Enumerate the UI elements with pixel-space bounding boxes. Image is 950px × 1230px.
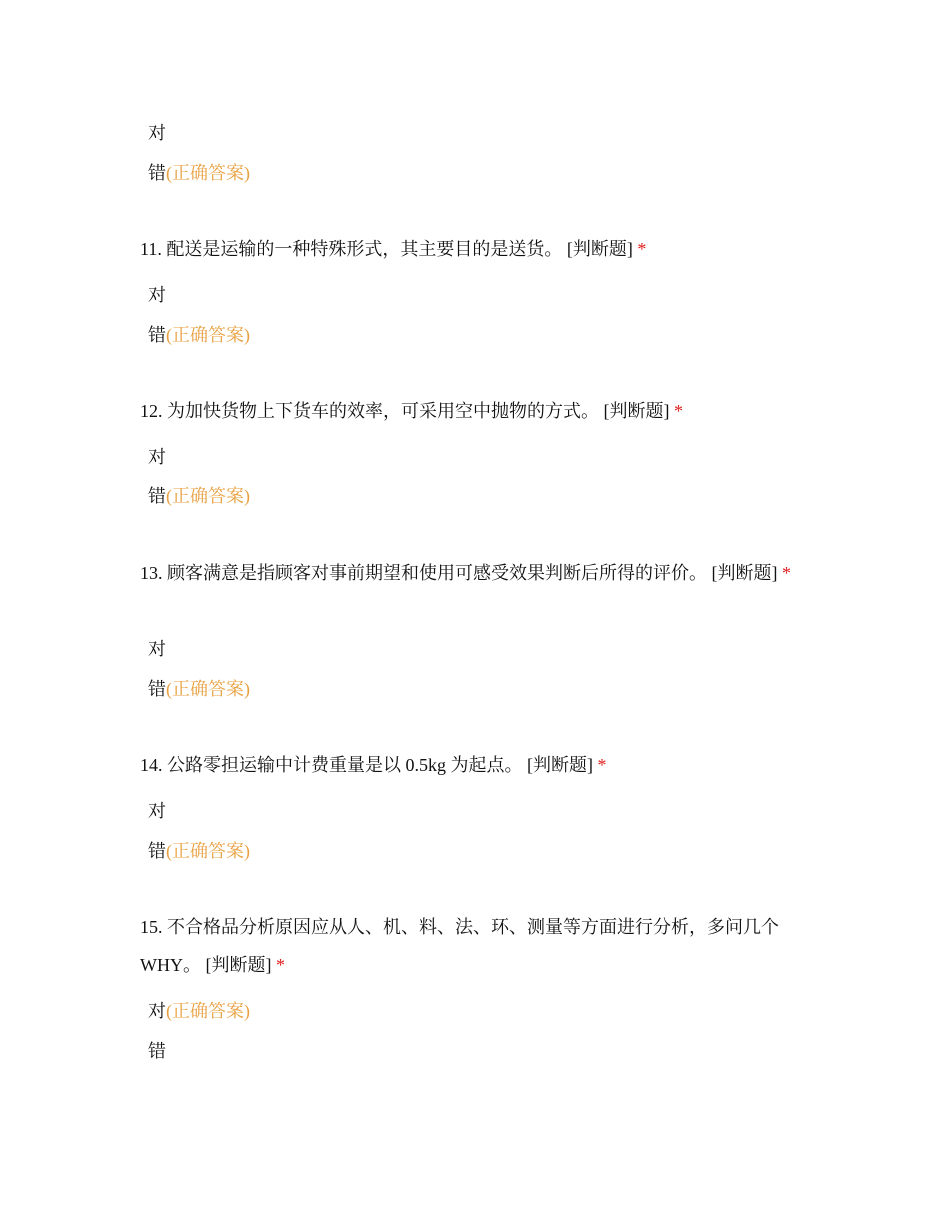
- question-12: [140, 392, 810, 430]
- question-type: [判断题]: [566, 239, 633, 259]
- question-14: [140, 746, 810, 784]
- option-true: [148, 445, 166, 469]
- option-true: [148, 283, 166, 307]
- option-true: [148, 121, 166, 145]
- required-marker: *: [782, 563, 791, 583]
- option-false: [148, 323, 250, 347]
- question-number: 15.: [140, 917, 163, 937]
- option-false: [148, 839, 250, 863]
- question-11: [140, 230, 810, 268]
- required-marker: *: [276, 955, 285, 975]
- correct-answer-tag: (正确答案): [166, 679, 250, 699]
- option-label: 错: [148, 325, 166, 345]
- required-marker: *: [674, 401, 683, 421]
- question-type: [判断题]: [603, 401, 670, 421]
- question-text: 不合格品分析原因应从人、机、料、法、环、测量等方面进行分析，多问几个WHY。: [140, 917, 779, 975]
- option-label: 错: [148, 1041, 166, 1061]
- question-number: 14.: [140, 755, 163, 775]
- option-label: 对: [148, 285, 166, 305]
- option-label: 对: [148, 639, 166, 659]
- correct-answer-tag: (正确答案): [166, 841, 250, 861]
- question-13: [140, 554, 810, 592]
- option-false: [148, 484, 250, 508]
- correct-answer-tag: (正确答案): [166, 325, 250, 345]
- question-text: 配送是运输的一种特殊形式，其主要目的是送货。: [166, 239, 563, 259]
- question-type: [判断题]: [711, 563, 778, 583]
- option-label: 对: [148, 1001, 166, 1021]
- option-true: [148, 637, 166, 661]
- question-number: 11.: [140, 239, 162, 259]
- option-false: [148, 1039, 166, 1063]
- option-true: [148, 999, 250, 1023]
- correct-answer-tag: (正确答案): [166, 1001, 250, 1021]
- question-text: 公路零担运输中计费重量是以 0.5kg 为起点。: [167, 755, 523, 775]
- question-text: 顾客满意是指顾客对事前期望和使用可感受效果判断后所得的评价。: [167, 563, 707, 583]
- required-marker: *: [637, 239, 647, 259]
- required-marker: *: [597, 755, 607, 775]
- correct-answer-tag: (正确答案): [166, 163, 250, 183]
- option-label: 错: [148, 486, 166, 506]
- option-false: [148, 161, 250, 185]
- question-number: 13.: [140, 563, 163, 583]
- correct-answer-tag: (正确答案): [166, 486, 250, 506]
- option-label: 错: [148, 841, 166, 861]
- question-15: [140, 908, 810, 984]
- option-label: 对: [148, 447, 166, 467]
- option-label: 错: [148, 163, 166, 183]
- option-label: 对: [148, 123, 166, 143]
- question-type: [判断题]: [527, 755, 593, 775]
- option-true: [148, 799, 166, 823]
- question-number: 12.: [140, 401, 163, 421]
- option-label: 错: [148, 679, 166, 699]
- question-type: [判断题]: [205, 955, 272, 975]
- question-text: 为加快货物上下货车的效率，可采用空中抛物的方式。: [167, 401, 599, 421]
- option-false: [148, 677, 250, 701]
- option-label: 对: [148, 801, 166, 821]
